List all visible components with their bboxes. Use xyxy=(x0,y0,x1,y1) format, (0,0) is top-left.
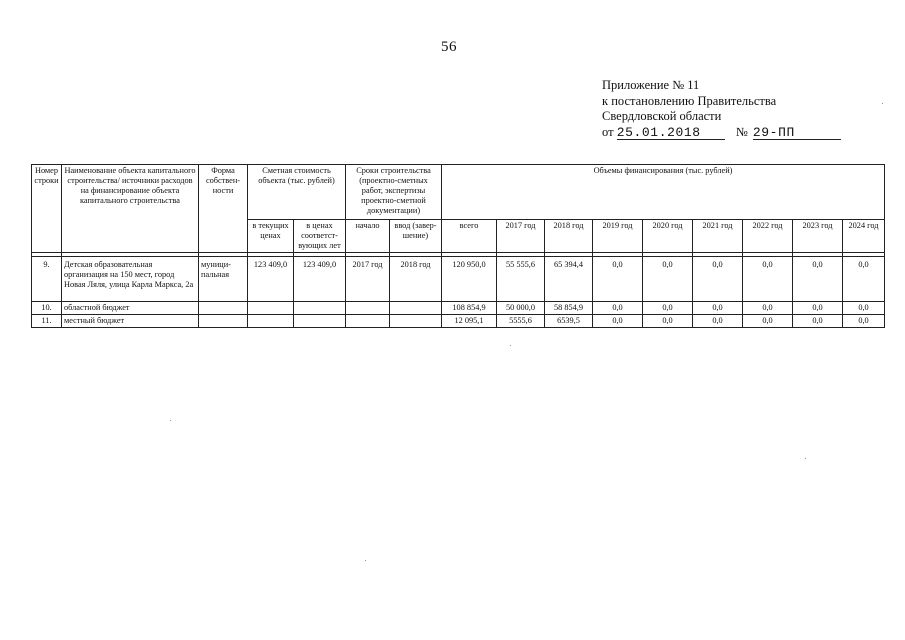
decree-date: 25.01.2018 xyxy=(617,126,725,140)
cell-year: 55 555,6 xyxy=(497,257,545,302)
cell-year: 0,0 xyxy=(693,302,743,315)
header-current-prices: в текущих ценах xyxy=(248,220,294,253)
cell-year: 0,0 xyxy=(693,257,743,302)
header-construction-period: Сроки строительства (проектно-сметных работ, экспертизы проектно-сметной документации) xyxy=(346,165,442,220)
cell-completion: 2018 год xyxy=(390,257,442,302)
header-year: 2018 год xyxy=(545,220,593,253)
cell-row-no: 10. xyxy=(32,302,62,315)
header-year: 2019 год xyxy=(593,220,643,253)
header-start: начало xyxy=(346,220,390,253)
header-year: 2020 год xyxy=(643,220,693,253)
cell-year: 0,0 xyxy=(643,315,693,328)
cell-year: 0,0 xyxy=(593,257,643,302)
cell-period-prices xyxy=(294,315,346,328)
cell-ownership: муници-пальная xyxy=(199,257,248,302)
appendix-date-line xyxy=(602,125,841,141)
cell-year: 0,0 xyxy=(743,257,793,302)
cell-object-name: областной бюджет xyxy=(62,302,199,315)
header-ownership: Форма собствен-ности xyxy=(199,165,248,253)
cell-year: 0,0 xyxy=(793,302,843,315)
cell-row-no: 9. xyxy=(32,257,62,302)
cell-year: 0,0 xyxy=(643,257,693,302)
table-row xyxy=(32,315,885,328)
from-label: от xyxy=(602,124,614,139)
cell-period-prices xyxy=(294,302,346,315)
header-year: 2021 год xyxy=(693,220,743,253)
cell-total: 12 095,1 xyxy=(442,315,497,328)
header-total: всего xyxy=(442,220,497,253)
header-period-prices: в ценах соответст-вующих лет xyxy=(294,220,346,253)
header-financing: Объемы финансирования (тыс. рублей) xyxy=(442,165,885,220)
cell-row-no: 11. xyxy=(32,315,62,328)
cell-period-prices: 123 409,0 xyxy=(294,257,346,302)
cell-year: 0,0 xyxy=(843,315,885,328)
cell-current-prices xyxy=(248,302,294,315)
header-year: 2022 год xyxy=(743,220,793,253)
cell-current-prices: 123 409,0 xyxy=(248,257,294,302)
scan-speck xyxy=(805,458,806,459)
decree-number: 29-ПП xyxy=(753,126,841,140)
scan-speck xyxy=(170,420,171,421)
header-completion: ввод (завер-шение) xyxy=(390,220,442,253)
header-object-name: Наименование объекта капитального строительства/ источники расходов на финансирование объекта капитального строительства xyxy=(62,165,199,253)
cell-ownership xyxy=(199,315,248,328)
appendix-decree: к постановлению Правительства xyxy=(602,93,777,108)
cell-start: 2017 год xyxy=(346,257,390,302)
cell-year: 5555,6 xyxy=(497,315,545,328)
cell-year: 6539,5 xyxy=(545,315,593,328)
table-row xyxy=(32,257,885,302)
cell-total: 108 854,9 xyxy=(442,302,497,315)
header-estimated-cost: Сметная стоимость объекта (тыс. рублей) xyxy=(248,165,346,220)
cell-year: 0,0 xyxy=(643,302,693,315)
financing-table xyxy=(31,164,885,328)
header-year: 2024 год xyxy=(843,220,885,253)
appendix-title: Приложение № 11 xyxy=(602,78,700,92)
appendix-region: Свердловской области xyxy=(602,109,722,123)
cell-year: 0,0 xyxy=(743,302,793,315)
table-row xyxy=(32,302,885,315)
cell-year: 0,0 xyxy=(593,302,643,315)
cell-year: 0,0 xyxy=(843,302,885,315)
header-row-1 xyxy=(32,165,885,220)
cell-year: 50 000,0 xyxy=(497,302,545,315)
cell-year: 0,0 xyxy=(843,257,885,302)
cell-year: 0,0 xyxy=(793,315,843,328)
cell-completion xyxy=(390,302,442,315)
appendix-block xyxy=(602,78,841,140)
cell-start xyxy=(346,315,390,328)
cell-year: 0,0 xyxy=(743,315,793,328)
number-label: № xyxy=(735,124,748,139)
page-number: 56 xyxy=(441,39,457,55)
cell-year: 0,0 xyxy=(593,315,643,328)
cell-ownership xyxy=(199,302,248,315)
cell-start xyxy=(346,302,390,315)
cell-total: 120 950,0 xyxy=(442,257,497,302)
cell-year: 0,0 xyxy=(693,315,743,328)
header-year: 2023 год xyxy=(793,220,843,253)
cell-object-name: Детская образовательная организация на 150 мест, город Новая Ляля, улица Карла Маркса, 2а xyxy=(62,257,199,302)
cell-current-prices xyxy=(248,315,294,328)
cell-object-name: местный бюджет xyxy=(62,315,199,328)
header-row-no: Номер строки xyxy=(32,165,62,253)
scan-speck xyxy=(365,560,366,561)
cell-year: 58 854,9 xyxy=(545,302,593,315)
header-year: 2017 год xyxy=(497,220,545,253)
cell-year: 0,0 xyxy=(793,257,843,302)
cell-year: 65 394,4 xyxy=(545,257,593,302)
scan-speck xyxy=(510,345,511,346)
cell-completion xyxy=(390,315,442,328)
scan-speck xyxy=(882,103,883,104)
